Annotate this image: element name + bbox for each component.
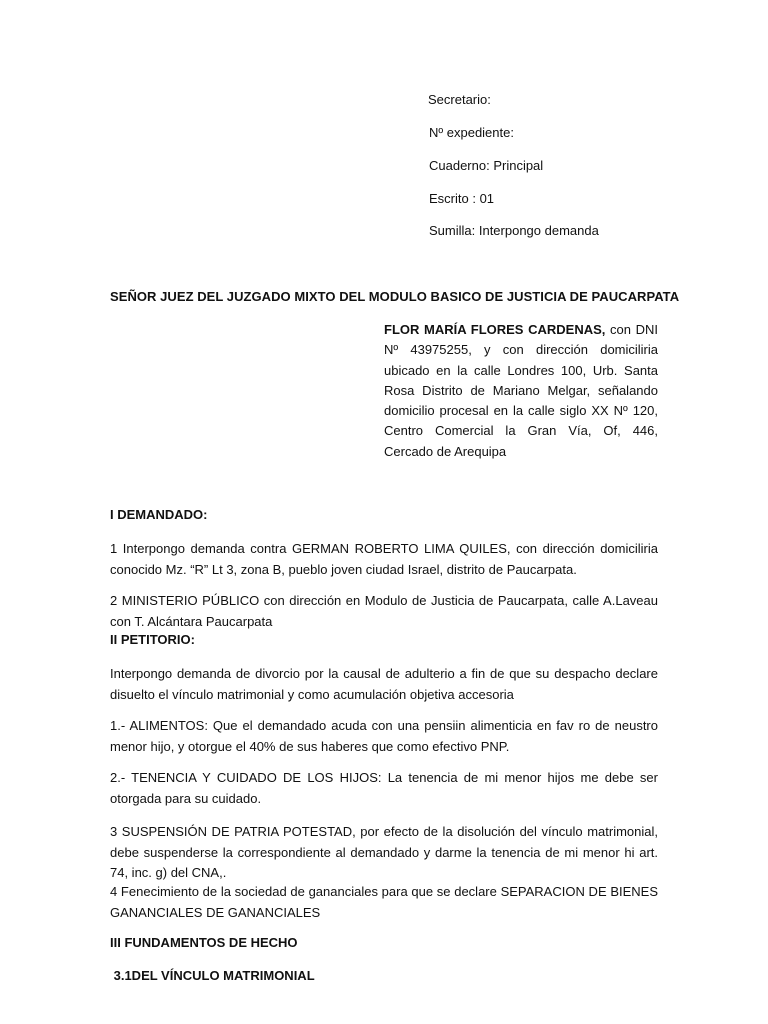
petitorio-item-3: 3 SUSPENSIÓN DE PATRIA POTESTAD, por efecto de la disolución del vínculo matrimonial, debe suspenderse la correspondiente al demandado y darme la tenencia de mi menor hi art. 74, inc. g) del CNA,. [110,824,658,880]
demandado-item-2: 2 MINISTERIO PÚBLICO con dirección en Modulo de Justicia de Paucarpata, calle A.Laveau con T. Alcántara Paucarpata [110,593,658,629]
petitorio-intro: Interpongo demanda de divorcio por la causal de adulterio a fin de que su despacho declare disuelto el vínculo matrimonial y como acumulación objetiva accesoria [110,666,658,702]
petitorio-item-1: 1.- ALIMENTOS: Que el demandado acuda con una pensiin alimenticia en fav ro de neustro menor hijo, y otorgue el 40% de sus haberes que como efectivo PNP. [110,718,658,754]
demandado-item-1: 1 Interpongo demanda contra GERMAN ROBERTO LIMA QUILES, con dirección domiciliria conocido Mz. “R” Lt 3, zona B, pueblo joven ciudad Israel, distrito de Paucarpata. [110,541,658,577]
fundamentos-subheading-1: 3.1DEL VÍNCULO MATRIMONIAL [110,968,315,983]
header-cuaderno: Cuaderno: Principal [429,158,544,173]
heading-petitorio: II PETITORIO: [110,632,195,647]
plaintiff-block [384,320,658,462]
header-expediente: Nº expediente: [429,125,514,140]
header-secretario: Secretario: [428,92,491,107]
heading-fundamentos: III FUNDAMENTOS DE HECHO [110,935,298,950]
header-escrito: Escrito : 01 [429,191,495,206]
plaintiff-details: con DNI Nº 43975255, y con dirección domiciliria ubicado en la calle Londres 100, Urb. Santa Rosa Distrito de Mariano Melgar, señalando domicilio procesal en la calle siglo XX Nº 120, Centro Comercial la Gran Vía, Of, 446, Cercado de Arequipa [384,322,658,459]
petitorio-item-4: 4 Fenecimiento de la sociedad de gananciales para que se declare SEPARACION DE BIENES GANANCIALES DE GANANCIALES [110,884,658,920]
judge-address: SEÑOR JUEZ DEL JUZGADO MIXTO DEL MODULO BASICO DE JUSTICIA DE PAUCARPATA [110,289,680,304]
heading-demandado: I DEMANDADO: [110,507,208,522]
petitorio-item-2: 2.- TENENCIA Y CUIDADO DE LOS HIJOS: La tenencia de mi menor hijos me debe ser otorgada para su cuidado. [110,770,658,806]
header-sumilla: Sumilla: Interpongo demanda [429,223,599,238]
plaintiff-name: FLOR MARÍA FLORES CARDENAS, [384,322,606,337]
